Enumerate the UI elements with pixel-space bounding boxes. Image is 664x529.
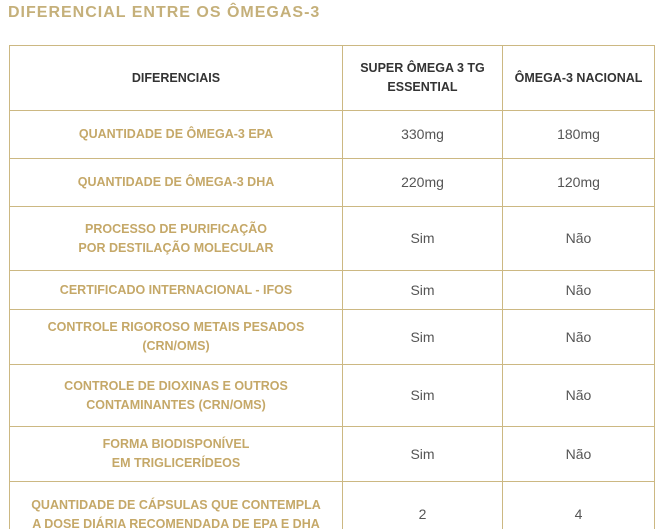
comparison-table [9, 45, 655, 529]
omega-nacional-value: 120mg [503, 159, 655, 207]
header-super-omega-line1: SUPER ÔMEGA 3 TG [360, 61, 485, 75]
omega-nacional-value: 4 [503, 482, 655, 529]
row-label-line: CONTROLE RIGOROSO METAIS PESADOS [47, 320, 305, 334]
super-omega-value: Sim [343, 365, 503, 427]
table-row [10, 159, 655, 207]
header-omega-nacional: ÔMEGA-3 NACIONAL [503, 46, 655, 111]
row-label-line: EM TRIGLICERÍDEOS [111, 456, 241, 470]
super-omega-value: Sim [343, 207, 503, 271]
row-label-line: FORMA BIODISPONÍVEL [102, 437, 250, 451]
row-label-line: (CRN/OMS) [142, 339, 210, 353]
omega-nacional-value: Não [503, 365, 655, 427]
super-omega-value: Sim [343, 310, 503, 365]
row-label [10, 482, 343, 529]
super-omega-value: Sim [343, 427, 503, 482]
table-row [10, 111, 655, 159]
row-label-line: QUANTIDADE DE CÁPSULAS QUE CONTEMPLA [31, 497, 321, 512]
omega-nacional-value: Não [503, 427, 655, 482]
table-row [10, 427, 655, 482]
omega-nacional-value: 180mg [503, 111, 655, 159]
row-label-line: A DOSE DIÁRIA RECOMENDADA DE EPA E DHA [32, 516, 320, 529]
super-omega-value: 220mg [343, 159, 503, 207]
table-row [10, 310, 655, 365]
table-row [10, 482, 655, 529]
table-row [10, 271, 655, 310]
row-label-line: QUANTIDADE DE ÔMEGA-3 EPA [78, 127, 274, 141]
super-omega-value: 330mg [343, 111, 503, 159]
table-header-row [10, 46, 655, 111]
table-body [10, 111, 655, 529]
omega-nacional-value: Não [503, 207, 655, 271]
row-label-line: CONTROLE DE DIOXINAS E OUTROS [64, 378, 288, 393]
table-row [10, 207, 655, 271]
row-label [10, 207, 343, 271]
row-label [10, 271, 343, 310]
row-label-line: QUANTIDADE DE ÔMEGA-3 DHA [77, 175, 275, 189]
header-super-omega-line2: ESSENTIAL [387, 80, 458, 94]
table-row [10, 365, 655, 427]
row-label [10, 427, 343, 482]
row-label-line: PROCESSO DE PURIFICAÇÃO [85, 221, 267, 236]
row-label [10, 365, 343, 427]
header-diferenciais: DIFERENCIAIS [10, 46, 343, 111]
super-omega-value: 2 [343, 482, 503, 529]
row-label [10, 111, 343, 159]
header-super-omega [343, 46, 503, 111]
row-label-line: CONTAMINANTES (CRN/OMS) [86, 397, 266, 412]
row-label [10, 159, 343, 207]
page-title: DIFERENCIAL ENTRE OS ÔMEGAS-3 [8, 4, 321, 21]
row-label-line: POR DESTILAÇÃO MOLECULAR [78, 240, 274, 255]
omega-nacional-value: Não [503, 310, 655, 365]
row-label [10, 310, 343, 365]
super-omega-value: Sim [343, 271, 503, 310]
omega-nacional-value: Não [503, 271, 655, 310]
row-label-line: CERTIFICADO INTERNACIONAL - IFOS [59, 282, 293, 297]
